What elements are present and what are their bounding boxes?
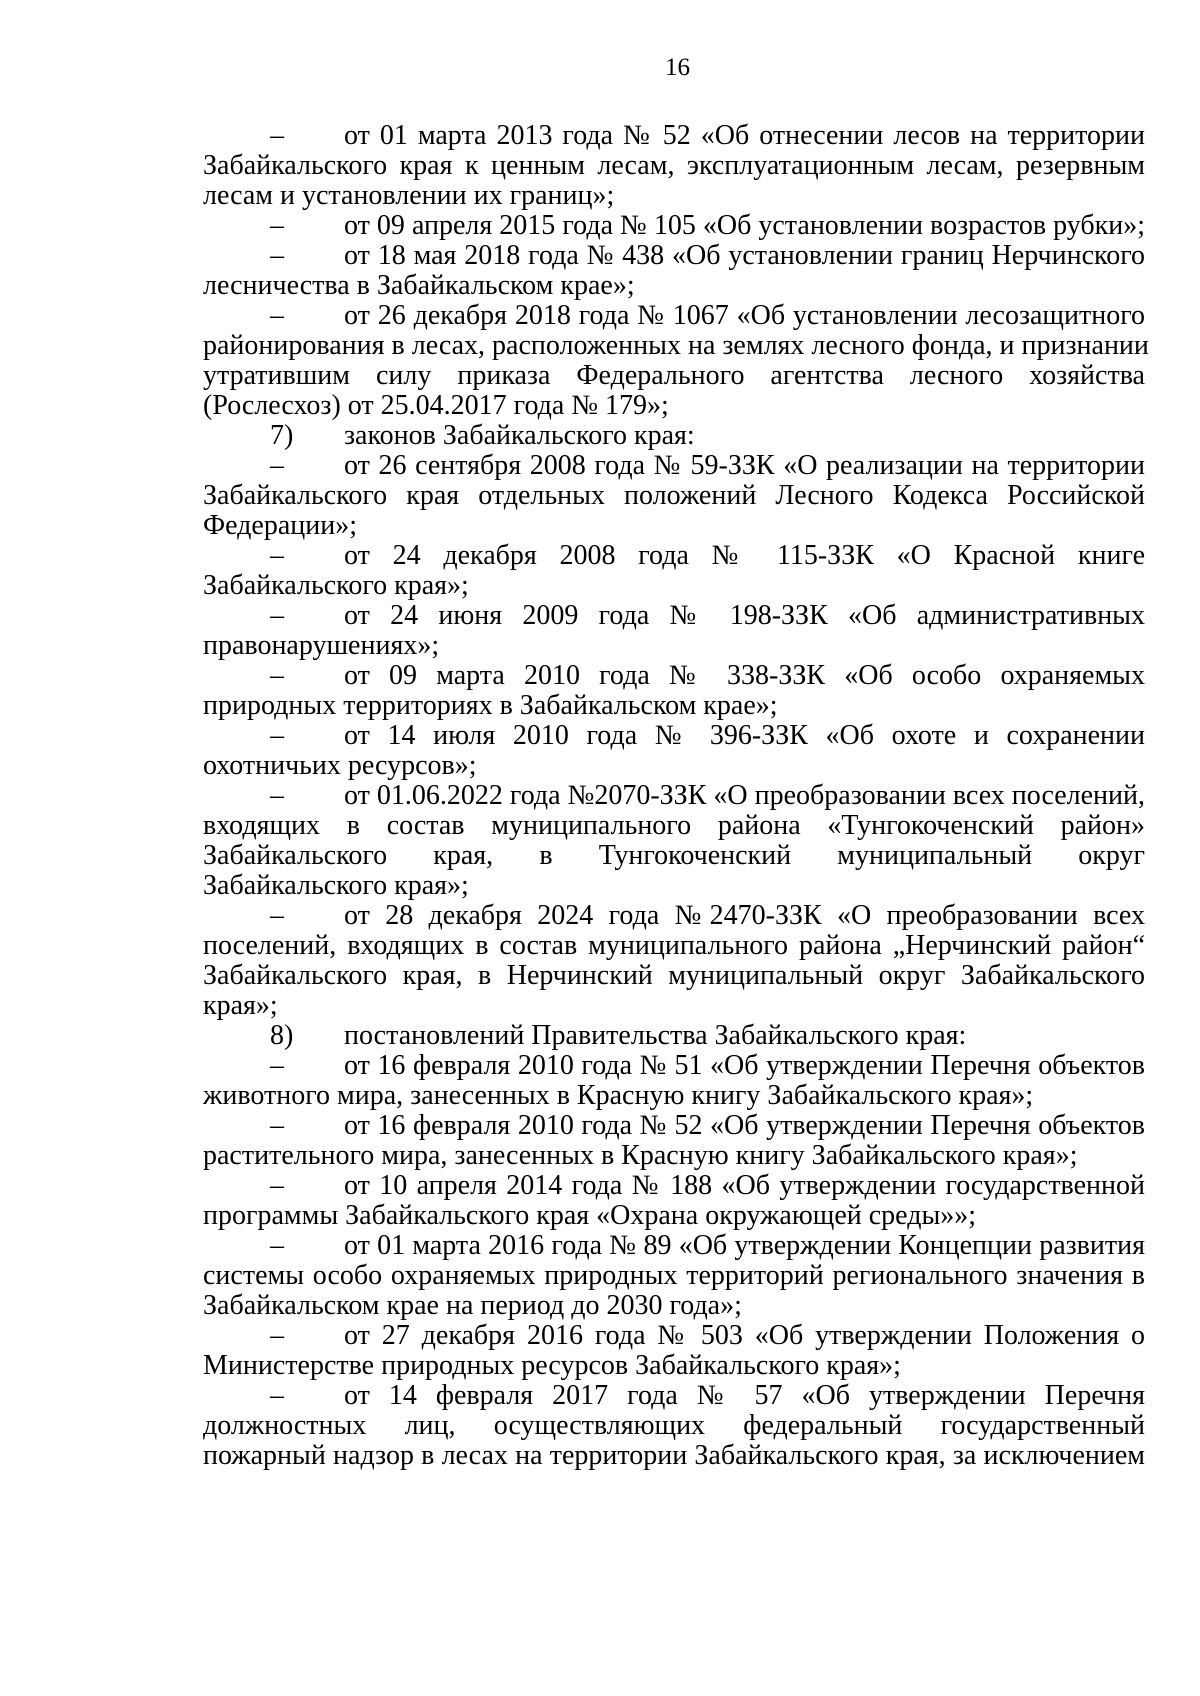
text-line: районирования в лесах, расположенных на землях лесного фонда, и признании bbox=[203, 330, 1149, 361]
text-line: от 24 декабря 2008 года № 115-ЗЗК «О Красной книге bbox=[344, 540, 1145, 571]
text-line: программы Забайкальского края «Охрана окружающей среды»»; bbox=[203, 1200, 977, 1231]
page-number: 16 bbox=[665, 54, 690, 81]
text-line: края»; bbox=[203, 990, 278, 1021]
list-marker: – bbox=[270, 1380, 284, 1411]
text-line: от 16 февраля 2010 года № 51 «Об утверждении Перечня объектов bbox=[344, 1050, 1145, 1081]
text-line: от 28 декабря 2024 года №2470-ЗЗК «О преобразовании всех bbox=[344, 900, 1145, 931]
list-marker: – bbox=[270, 1170, 284, 1201]
text-line: от 26 декабря 2018 года № 1067 «Об установлении лесозащитного bbox=[344, 300, 1145, 331]
text-line: Забайкальского края, в Нерчинский муниципальный округ Забайкальского bbox=[203, 960, 1145, 991]
list-marker: – bbox=[270, 540, 284, 571]
list-marker: – bbox=[270, 660, 284, 691]
text-line: от 14 июля 2010 года № 396-ЗЗК «Об охоте и сохранении bbox=[344, 720, 1145, 751]
text-line: растительного мира, занесенных в Красную книгу Забайкальского края»; bbox=[203, 1140, 1078, 1171]
text-line: Забайкальского края»; bbox=[203, 570, 469, 601]
text-line: поселений, входящих в состав муниципального района „Нерчинский район“ bbox=[203, 930, 1145, 961]
list-marker: – bbox=[270, 120, 284, 151]
text-line: от 27 декабря 2016 года № 503 «Об утверждении Положения о bbox=[344, 1320, 1145, 1351]
text-line: пожарный надзор в лесах на территории Забайкальского края, за исключением bbox=[203, 1440, 1145, 1471]
text-line: утратившим силу приказа Федерального агентства лесного хозяйства bbox=[203, 360, 1145, 391]
text-line: постановлений Правительства Забайкальского края: bbox=[344, 1020, 967, 1051]
list-marker: – bbox=[270, 300, 284, 331]
list-marker: – bbox=[270, 210, 284, 241]
text-line: от 16 февраля 2010 года № 52 «Об утверждении Перечня объектов bbox=[344, 1110, 1145, 1141]
text-line: от 01 марта 2016 года № 89 «Об утверждении Концепции развития bbox=[344, 1230, 1145, 1261]
text-line: системы особо охраняемых природных территорий регионального значения в bbox=[203, 1260, 1145, 1291]
text-line: законов Забайкальского края: bbox=[344, 420, 695, 451]
list-marker: – bbox=[270, 720, 284, 751]
text-line: входящих в состав муниципального района «Тунгокоченский район» bbox=[203, 810, 1145, 841]
text-line: лесничества в Забайкальском крае»; bbox=[203, 270, 635, 301]
list-marker: – bbox=[270, 900, 284, 931]
list-marker: – bbox=[270, 1050, 284, 1081]
text-line: животного мира, занесенных в Красную книгу Забайкальского края»; bbox=[203, 1080, 1034, 1111]
list-marker: – bbox=[270, 600, 284, 631]
text-line: Забайкальского края, в Тунгокоченский муниципальный округ bbox=[203, 840, 1145, 871]
text-line: от 09 марта 2010 года № 338-ЗЗК «Об особо охраняемых bbox=[344, 660, 1145, 691]
text-line: Федерации»; bbox=[203, 510, 358, 541]
text-line: охотничьих ресурсов»; bbox=[203, 750, 477, 781]
text-line: правонарушениях»; bbox=[203, 630, 440, 661]
text-line: природных территориях в Забайкальском крае»; bbox=[203, 690, 778, 721]
text-line: от 09 апреля 2015 года № 105 «Об установлении возрастов рубки»; bbox=[344, 210, 1145, 241]
text-line: Забайкальского края»; bbox=[203, 870, 469, 901]
text-line: лесам и установлении их границ»; bbox=[203, 180, 615, 211]
text-line: Забайкальском крае на период до 2030 года»; bbox=[203, 1290, 742, 1321]
text-line: Министерстве природных ресурсов Забайкальского края»; bbox=[203, 1350, 901, 1381]
list-marker: 8) bbox=[270, 1020, 294, 1051]
text-line: Забайкальского края к ценным лесам, эксплуатационным лесам, резервным bbox=[203, 150, 1145, 181]
list-marker: – bbox=[270, 1230, 284, 1261]
list-marker: 7) bbox=[270, 420, 294, 451]
text-line: Забайкальского края отдельных положений Лесного Кодекса Российской bbox=[203, 480, 1145, 511]
text-line: от 14 февраля 2017 года № 57 «Об утверждении Перечня bbox=[344, 1380, 1145, 1411]
text-line: от 24 июня 2009 года № 198-ЗЗК «Об административных bbox=[344, 600, 1145, 631]
list-marker: – bbox=[270, 1110, 284, 1141]
text-line: от 01.06.2022 года №2070-ЗЗК «О преобразовании всех поселений, bbox=[344, 780, 1145, 811]
text-line: от 18 мая 2018 года № 438 «Об установлении границ Нерчинского bbox=[344, 240, 1145, 271]
text-line: от 10 апреля 2014 года № 188 «Об утверждении государственной bbox=[344, 1170, 1145, 1201]
text-line: от 01 марта 2013 года № 52 «Об отнесении лесов на территории bbox=[344, 120, 1145, 151]
text-line: от 26 сентября 2008 года № 59-ЗЗК «О реализации на территории bbox=[344, 450, 1145, 481]
list-marker: – bbox=[270, 240, 284, 271]
text-line: (Рослесхоз) от 25.04.2017 года № 179»; bbox=[203, 390, 669, 421]
list-marker: – bbox=[270, 1320, 284, 1351]
list-marker: – bbox=[270, 780, 284, 811]
list-marker: – bbox=[270, 450, 284, 481]
text-line: должностных лиц, осуществляющих федеральный государственный bbox=[203, 1410, 1145, 1441]
